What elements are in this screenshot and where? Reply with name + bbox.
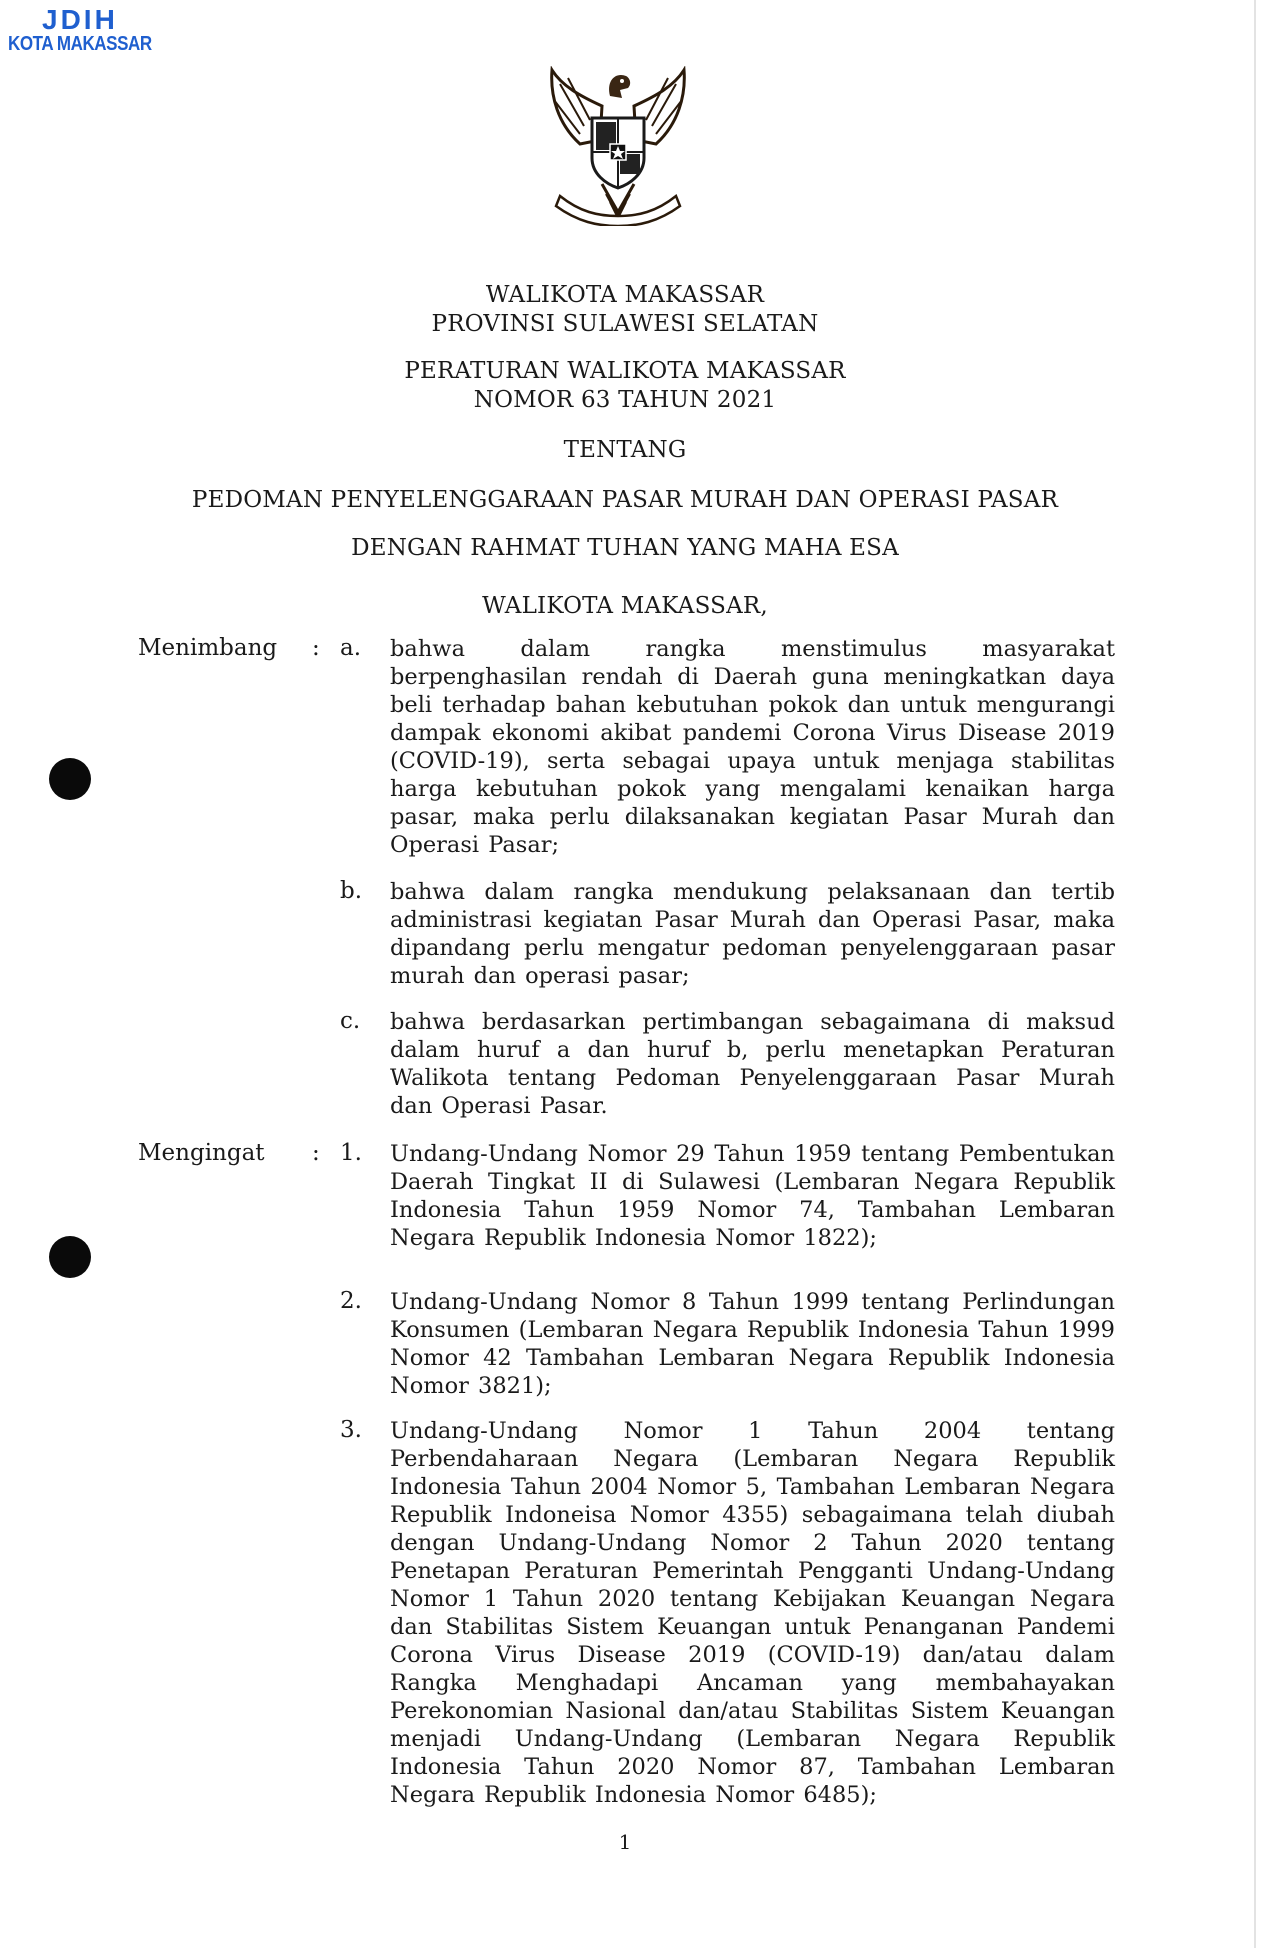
- item-marker: 1.: [340, 1140, 362, 1166]
- header-provinsi: PROVINSI SULAWESI SELATAN: [431, 311, 819, 337]
- item-marker: 2.: [340, 1288, 362, 1314]
- item-marker: a.: [340, 635, 362, 661]
- regulation-number: NOMOR 63 TAHUN 2021: [473, 387, 777, 413]
- mengingat-label: Mengingat: [138, 1140, 265, 1166]
- item-text: Undang-Undang Nomor 8 Tahun 1999 tentang Perlindungan Konsumen (Lembaran Negara Republik Indonesia Tahun 1999 Nomor 42 Tambahan Lembaran Negara Republik Indonesia Nomor 3821);: [390, 1289, 1115, 1399]
- mengingat-item-1: [340, 1140, 1115, 1252]
- item-marker: c.: [340, 1008, 361, 1034]
- item-text: Undang-Undang Nomor 29 Tahun 1959 tentang Pembentukan Daerah Tingkat II di Sulawesi (Lembaran Negara Republik Indonesia Tahun 1959 Nomor 74, Tambahan Lembaran Negara Republik Indonesia Nomor 1822);: [390, 1141, 1115, 1251]
- punch-hole: [49, 1236, 91, 1278]
- item-text: bahwa dalam rangka menstimulus masyarakat berpenghasilan rendah di Daerah guna meningkatkan daya beli terhadap bahan kebutuhan pokok dan untuk mengurangi dampak ekonomi akibat pandemi Corona Virus Disease 2019 (COVID-19), serta sebagai upaya untuk menjaga stabilitas harga kebutuhan pokok yang mengalami kenaikan harga pasar, maka perlu dilaksanakan kegiatan Pasar Murah dan Operasi Pasar;: [390, 636, 1115, 858]
- watermark-line-1: JDIH: [42, 4, 118, 35]
- garuda-emblem-icon: [540, 66, 696, 226]
- jdih-watermark-logo: [8, 6, 177, 54]
- menimbang-colon: :: [312, 635, 320, 661]
- item-marker: 3.: [340, 1417, 362, 1443]
- regulation-subject: PEDOMAN PENYELENGGARAAN PASAR MURAH DAN OPERASI PASAR: [191, 487, 1059, 513]
- page-edge: [1254, 0, 1256, 1948]
- page-number: 1: [618, 1830, 632, 1854]
- item-text: bahwa dalam rangka mendukung pelaksanaan dan tertib administrasi kegiatan Pasar Murah dan Operasi Pasar, maka dipandang perlu mengatur pedoman penyelenggaraan pasar murah dan operasi pasar;: [390, 879, 1115, 989]
- mengingat-item-3: [340, 1417, 1115, 1809]
- regulation-title: PERATURAN WALIKOTA MAKASSAR: [404, 358, 846, 384]
- header-walikota-comma: WALIKOTA MAKASSAR,: [482, 593, 768, 619]
- mengingat-item-2: [340, 1288, 1115, 1400]
- item-text: Undang-Undang Nomor 1 Tahun 2004 tentang Perbendaharaan Negara (Lembaran Negara Republik Indonesia Tahun 2004 Nomor 5, Tambahan Lembaran Negara Republik Indoneisa Nomor 4355) sebagaimana telah diubah dengan Undang-Undang Nomor 2 Tahun 2020 tentang Penetapan Peraturan Pemerintah Pengganti Undang-Undang Nomor 1 Tahun 2020 tentang Kebijakan Keuangan Negara dan Stabilitas Sistem Keuangan untuk Penanganan Pandemi Corona Virus Disease 2019 (COVID-19) dan/atau dalam Rangka Menghadapi Ancaman yang membahayakan Perekonomian Nasional dan/atau Stabilitas Sistem Keuangan menjadi Undang-Undang (Lembaran Negara Republik Indonesia Tahun 2020 Nomor 87, Tambahan Lembaran Negara Republik Indonesia Nomor 6485);: [390, 1418, 1115, 1808]
- punch-hole: [49, 758, 91, 800]
- item-marker: b.: [340, 878, 363, 904]
- header-rahmat: DENGAN RAHMAT TUHAN YANG MAHA ESA: [351, 535, 899, 561]
- watermark-line-2: KOTA MAKASSAR: [8, 33, 152, 55]
- item-text: bahwa berdasarkan pertimbangan sebagaimana di maksud dalam huruf a dan huruf b, perlu menetapkan Peraturan Walikota tentang Pedoman Penyelenggaraan Pasar Murah dan Operasi Pasar.: [390, 1009, 1115, 1119]
- menimbang-item-b: [340, 878, 1115, 990]
- header-walikota: WALIKOTA MAKASSAR: [485, 282, 765, 308]
- menimbang-item-a: [340, 635, 1115, 859]
- menimbang-item-c: [340, 1008, 1115, 1120]
- menimbang-label: Menimbang: [138, 635, 278, 661]
- mengingat-colon: :: [312, 1140, 320, 1166]
- header-tentang: TENTANG: [563, 437, 687, 463]
